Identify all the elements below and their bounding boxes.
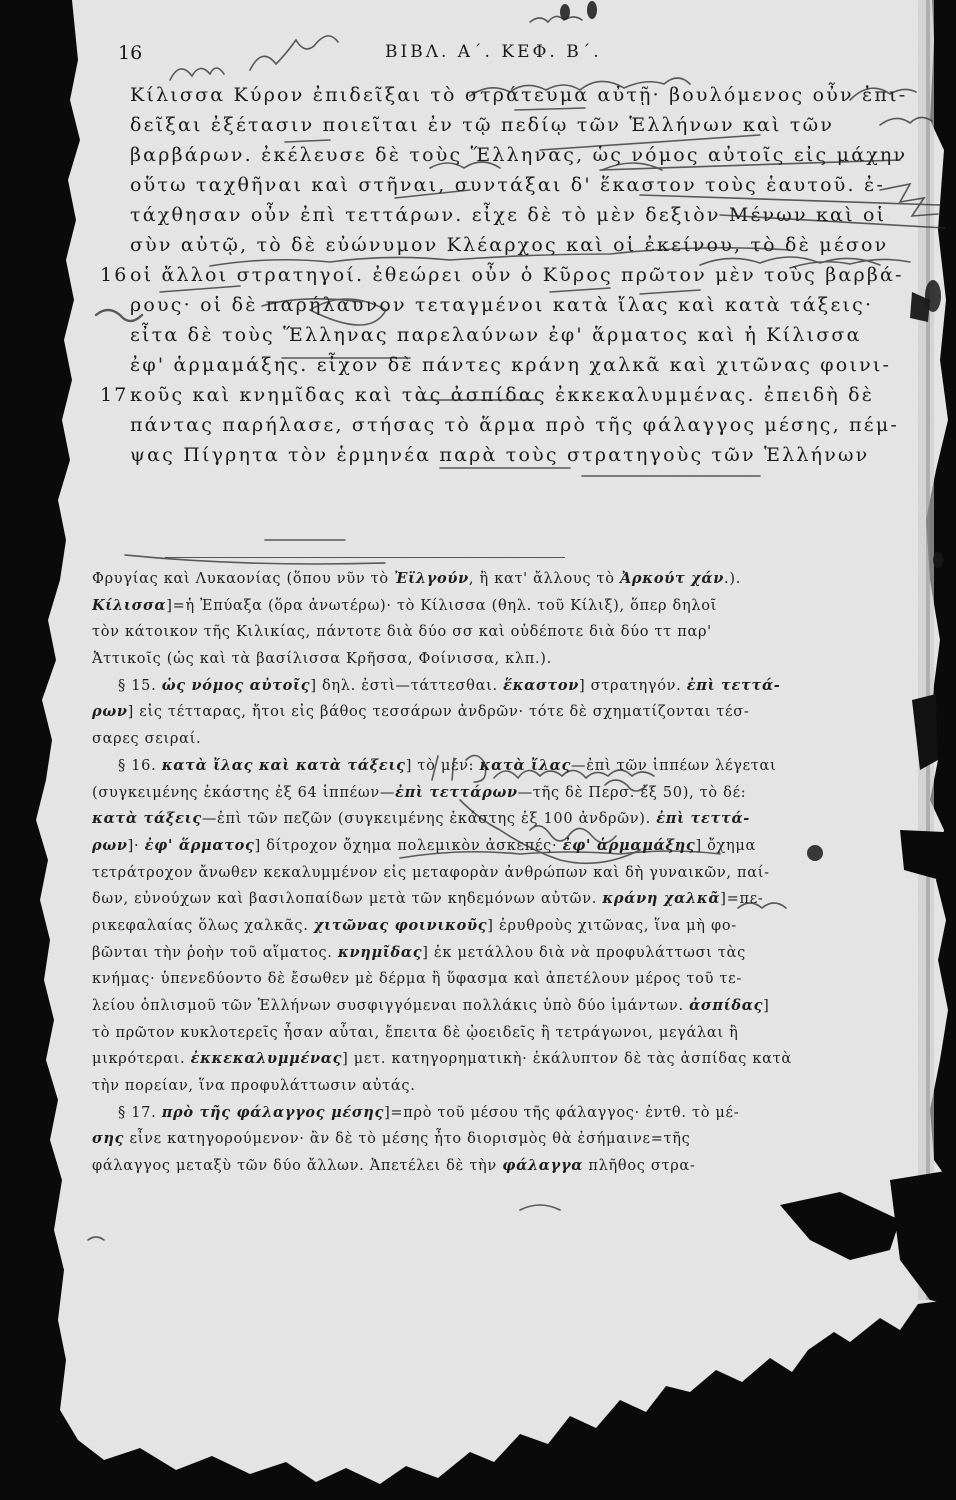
note-line	[92, 780, 918, 807]
note-text: ] στρατηγόν.	[579, 677, 687, 694]
note-lemma: ρων	[92, 836, 128, 854]
running-head	[0, 42, 956, 72]
note-text: σαρες σειραί.	[92, 731, 202, 748]
section-number-17: 17	[100, 384, 129, 406]
note-text: ρικεφαλαίας ὅλως χαλκᾶς.	[92, 917, 314, 934]
note-line	[92, 886, 918, 913]
note-line	[92, 1020, 918, 1047]
note-text: φάλαγγος μεταξὺ τῶν δύο ἄλλων. Ἀπετέλει δὲ τὴν	[92, 1158, 503, 1175]
note-line	[92, 726, 918, 753]
note-line	[92, 966, 918, 993]
note-text: ]·	[127, 837, 145, 854]
note-text: βῶνται τὴν ῥοὴν τοῦ αἵματος.	[92, 944, 338, 961]
text-line: πάντας παρήλασε, στήσας τὸ ἅρμα πρὸ τῆς φάλαγγος μέσης, πέμ-	[130, 414, 899, 436]
note-lemma: ρων	[92, 703, 128, 721]
note-text: δων, εὐνούχων καὶ βασιλοπαίδων μετὰ τῶν κηδεμόνων αὐτῶν.	[92, 891, 603, 908]
text-line: δεῖξαι ἐξέτασιν ποιεῖται ἐν τῷ πεδίῳ τῶν Ἑλλήνων καὶ τῶν	[130, 114, 835, 136]
note-text: μικρότεραι.	[92, 1051, 191, 1068]
note-text: ] μετ. κατηγορηματικὴ· ἐκάλυπτον δὲ τὰς ἀσπίδας κατὰ	[342, 1051, 792, 1068]
note-lemma: ὡς νόμος αὐτοῖς	[161, 676, 311, 694]
text-line: σὺν αὐτῷ, τὸ δὲ εὐώνυμον Κλέαρχος καὶ οἱ ἐκείνου, τὸ δὲ μέσον	[130, 234, 889, 256]
note-lemma: φάλαγγα	[502, 1157, 584, 1175]
note-line	[92, 1073, 918, 1100]
note-lemma: κατὰ τάξεις	[92, 810, 202, 828]
text-line-with-section	[100, 260, 920, 290]
text-line: εἶτα δὲ τοὺς Ἕλληνας παρελαύνων ἐφ' ἅρματος καὶ ἡ Κίλισσα	[130, 324, 862, 346]
note-line	[92, 860, 918, 887]
note-line	[92, 673, 918, 700]
note-text: ] δίτροχον ὄχημα πολεμικὸν ἀσκεπές·	[254, 837, 563, 854]
note-lemma: Κίλισσα	[92, 596, 167, 614]
commentary-notes	[92, 566, 918, 1180]
note-lemma: ἐκκεκαλυμμένας	[190, 1050, 343, 1068]
note-lemma: ἐπὶ τεττάρων	[395, 783, 518, 801]
note-text: , ἢ κατ' ἄλλους τὸ	[468, 571, 620, 587]
note-text: § 15.	[118, 677, 162, 694]
note-text: § 16.	[118, 757, 162, 774]
note-lemma: κατὰ ἴλας καὶ κατὰ τάξεις	[161, 756, 406, 774]
note-line	[92, 699, 918, 726]
note-text: ] ἐκ μετάλλου διὰ νὰ προφυλάττωσι τὰς	[422, 944, 746, 961]
note-text: Φρυγίας καὶ Λυκαονίας (ὅπου νῦν τὸ	[92, 571, 395, 587]
text-line: οἱ ἄλλοι στρατηγοί. ἐθεώρει οὖν ὁ Κῦρος πρῶτον μὲν τοὺς βαρβά-	[130, 264, 904, 286]
note-text: εἶνε κατηγορούμενον· ἂν δὲ τὸ μέσης ἦτο διορισμὸς θὰ ἐσήμαινε=τῆς	[124, 1131, 691, 1148]
note-lemma: ἐφ' ἁρμαμάξης	[562, 836, 696, 854]
note-line	[92, 646, 918, 673]
note-line	[92, 593, 918, 620]
text-line: βαρβάρων. ἐκέλευσε δὲ τοὺς Ἕλληνας, ὡς νόμος αὐτοῖς εἰς μάχην	[130, 144, 908, 166]
note-lemma: ἐπὶ τεττά-	[656, 810, 751, 828]
note-text: Ἀττικοῖς (ὡς καὶ τὰ βασίλισσα Κρῆσσα, Φοίνισσα, κλπ.).	[92, 651, 552, 668]
text-line: κοῦς καὶ κνημῖδας καὶ τὰς ἀσπίδας ἐκκεκαλυμμένας. ἐπειδὴ δὲ	[130, 384, 875, 406]
note-text: .).	[724, 571, 742, 587]
footnote-divider	[165, 557, 565, 558]
note-text: ]=πρὸ τοῦ μέσου τῆς φάλαγγος· ἐντθ. τὸ μέ-	[384, 1104, 740, 1121]
text-line: τάχθησαν οὖν ἐπὶ τεττάρων. εἶχε δὲ τὸ μὲν δεξιὸν Μένων καὶ οἱ	[130, 204, 887, 226]
note-text: —τῆς δὲ Περσ. ἐξ 50), τὸ δέ:	[517, 784, 747, 801]
note-text: τὸν κάτοικον τῆς Κιλικίας, πάντοτε διὰ δύο σσ καὶ οὐδέποτε διὰ δύο ττ παρ'	[92, 624, 712, 641]
note-text: ]=πε-	[720, 891, 764, 908]
note-lemma: σης	[92, 1130, 125, 1148]
text-line: ψας Πίγρητα τὸν ἑρμηνέα παρὰ τοὺς στρατηγοὺς τῶν Ἑλλήνων	[130, 444, 870, 466]
note-text: τετράτροχον ἄνωθεν κεκαλυμμένον εἰς μεταφορὰν ἀνθρώπων καὶ δὴ γυναικῶν, παί-	[92, 864, 770, 881]
note-lemma: ἕκαστον	[503, 676, 580, 694]
note-lemma: κνημῖδας	[337, 943, 423, 961]
note-line	[92, 833, 918, 860]
note-text: κνήμας· ὑπενεδύοντο δὲ ἔσωθεν μὲ δέρμα ἢ ὕφασμα καὶ ἀπετέλουν μέρος τοῦ τε-	[92, 971, 742, 988]
note-line	[92, 806, 918, 833]
note-text: ] ὄχημα	[695, 837, 757, 854]
text-line: ρους· οἱ δὲ παρήλαυνον τεταγμένοι κατὰ ἴλας καὶ κατὰ τάξεις·	[130, 294, 874, 316]
note-text: ] εἰς τέτταρας, ἤτοι εἰς βάθος τεσσάρων ἀνδρῶν· τότε δὲ σχηματίζονται τέσ-	[127, 704, 750, 721]
note-text: ] τὸ μέν:	[405, 757, 480, 774]
note-lemma: Ἀρκούτ χάν	[619, 570, 725, 587]
note-text: πλῆθος στρα-	[583, 1158, 696, 1175]
note-line	[92, 619, 918, 646]
note-lemma: χιτῶνας φοινικοῦς	[313, 916, 488, 934]
section-number-16: 16	[100, 264, 129, 286]
running-title: ΒΙΒΛ. Α΄. ΚΕΦ. Β΄.	[385, 42, 602, 62]
note-text: ]	[763, 998, 770, 1014]
note-text: τὴν πορείαν, ἵνα προφυλάττωσιν αὐτάς.	[92, 1078, 416, 1095]
note-lemma: Ἐϊλγούν	[394, 570, 469, 587]
main-greek-text	[100, 80, 920, 470]
text-line-with-section	[100, 380, 920, 410]
note-lemma: κράνη χαλκᾶ	[602, 890, 721, 908]
note-line	[92, 753, 918, 780]
note-text: ] ἐρυθροὺς χιτῶνας, ἵνα μὴ φο-	[487, 917, 737, 934]
note-text: ]=ἡ Ἐπύαξα (ὅρα ἀνωτέρω)· τὸ Κίλισσα (θηλ. τοῦ Κίλιξ), ὅπερ δηλοῖ	[166, 597, 718, 614]
text-line: οὕτω ταχθῆναι καὶ στῆναι, συντάξαι δ' ἕκαστον τοὺς ἑαυτοῦ. ἐ-	[130, 174, 886, 196]
note-line	[92, 993, 918, 1020]
note-text: ] δηλ. ἐστὶ—τάττεσθαι.	[310, 677, 504, 694]
note-text: (συγκειμένης ἑκάστης ἐξ 64 ἱππέων—	[92, 784, 396, 801]
note-line	[92, 1153, 918, 1180]
note-line	[92, 913, 918, 940]
note-line	[92, 566, 918, 593]
note-text: —ἐπὶ τῶν πεζῶν (συγκειμένης ἑκάστης ἐξ 100 ἀνδρῶν).	[201, 811, 657, 828]
note-text: λείου ὁπλισμοῦ τῶν Ἑλλήνων συσφιγγόμεναι πολλάκις ὑπὸ δύο ἱμάντων.	[92, 998, 690, 1014]
note-text: —ἐπὶ τῶν ἱππέων λέγεται	[571, 757, 777, 774]
note-line	[92, 1046, 918, 1073]
note-text: τὸ πρῶτον κυκλοτερεῖς ἦσαν αὗται, ἔπειτα δὲ ᾠοειδεῖς ἢ τετράγωνοι, μεγάλαι ἢ	[92, 1024, 739, 1041]
note-line	[92, 1100, 918, 1127]
note-lemma: ἀσπίδας	[689, 997, 764, 1014]
text-line: ἐφ' ἁρμαμάξης. εἶχον δὲ πάντες κράνη χαλκᾶ καὶ χιτῶνας φοινι-	[130, 354, 892, 376]
note-lemma: ἐφ' ἅρματος	[144, 836, 255, 854]
note-line	[92, 1126, 918, 1153]
note-lemma: κατὰ ἴλας	[479, 756, 572, 774]
note-line	[92, 940, 918, 967]
note-text: § 17.	[118, 1104, 162, 1121]
note-lemma: ἐπὶ τεττά-	[686, 676, 781, 694]
page-number: 16	[118, 42, 143, 64]
text-line: Κίλισσα Κύρον ἐπιδεῖξαι τὸ στράτευμα αὐτῇ· βουλόμενος οὖν ἐπι-	[130, 84, 908, 106]
note-lemma: πρὸ τῆς φάλαγγος μέσης	[161, 1103, 385, 1121]
